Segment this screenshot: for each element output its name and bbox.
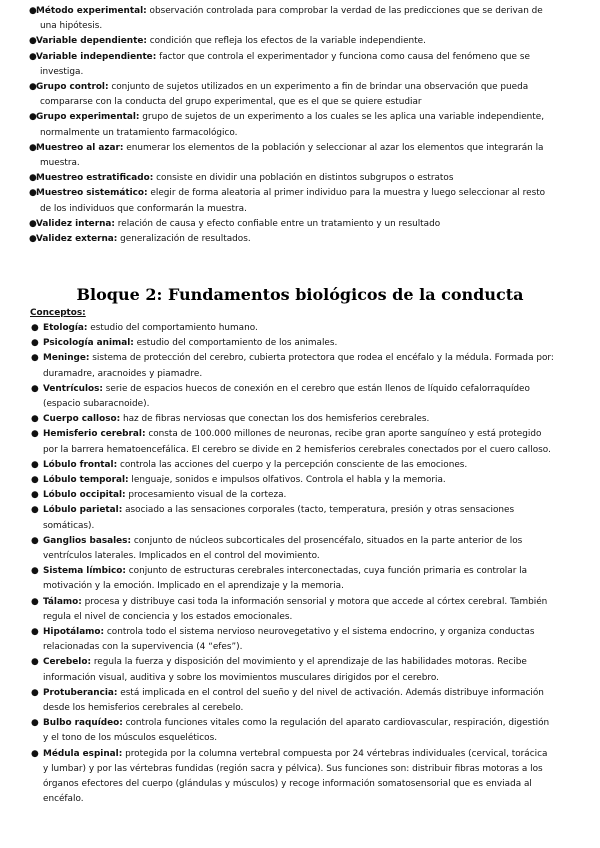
bullet-icon: ● [29,51,37,62]
bullet-icon: ● [29,218,37,229]
list-item: ● Muestreo al azar: enumerar los elementos de la población y seleccionar al azar los elementos que integrarán la muestra. [29,142,544,169]
list-item: ● Grupo experimental: grupo de sujetos de un experimento a los cuales se les aplica una variable independiente, normalmente un tratamiento farmacológico. [29,112,545,138]
bullet-icon: ● [31,566,39,577]
bullet-icon: ● [29,36,37,47]
list-item: ● Lóbulo parietal: asociado a las sensaciones corporales (tacto, temperatura, presión y otras sensaciones somáticas). [31,505,515,531]
list-item: ● Médula espinal: protegida por la columna vertebral compuesta por 24 vértebras individuales (cervical, torácica y lumbar) y por las vértebras fundidas (región sacra y pélvica). Sus funciones son: distribuir fibras motoras a los órganos efectores del cuerpo (glándulas y músculos) y recoge información somatosensorial que es enviada al encéfalo. [31,748,548,805]
list-item: ● Lóbulo occipital: procesamiento visual de la corteza. [38,488,578,503]
list-item: ● Variable dependiente: condición que refleja los efectos de la variable independiente. [30,34,575,49]
bullet-icon: ● [31,338,39,349]
list-item: ● Sistema límbico: conjunto de estructuras cerebrales interconectadas, cuya función primaria es controlar la motivación y la emoción. Implicado en el aprendizaje y la memoria. [31,566,528,592]
list-item: ● Bulbo raquídeo: controla funciones vitales como la regulación del aparato cardiovascular, respiración, digestión y el tono de los músculos esqueléticos. [31,718,550,744]
list-item: ● Protuberancia: está implicada en el control del sueño y del nivel de activación. Además distribuye información desde los hemisferios cerebrales al cerebelo. [31,687,544,714]
bullet-icon: ● [29,6,37,16]
bullet-icon: ● [31,596,39,607]
bullet-icon: ● [31,748,39,759]
list-item: ● Etología: estudio del comportamiento humano. [38,321,578,336]
list-item: ● Método experimental: observación controlada para comprobar la verdad de las predicciones que se derivan de una hipótesis. [29,6,543,32]
bullet-icon: ● [31,459,39,470]
list-item: ● Grupo control: conjunto de sujetos utilizados en un experimento a fin de brindar una observación que pueda compararse con la conducta del grupo experimental, que es el que se quiere estudiar [29,82,529,108]
section-title: Bloque 2: Fundamentos biológicos de la conducta [76,285,524,304]
list-item: ● Meninge: sistema de protección del cerebro, cubierta protectora que rodea el encéfalo y la médula. Formada por: duramadre, aracnoides y piamadre. [31,353,554,379]
list-item: ● Variable independiente: factor que controla el experimentador y funciona como causa del fenómeno que se investiga. [29,51,530,77]
bullet-icon: ● [31,323,39,333]
list-item: ● Muestreo estratificado: consiste en dividir una población en distintos subgrupos o estratos [30,171,575,186]
bullet-icon: ● [31,505,39,516]
list-item: ● Psicología animal: estudio del comportamiento de los animales. [38,336,578,351]
bullet-icon: ● [31,627,39,638]
bullet-icon: ● [31,414,39,425]
bullet-icon: ● [29,112,37,123]
bullet-icon: ● [31,383,39,394]
list-item: ● Validez externa: generalización de resultados. [30,232,575,247]
list-item: ● Hipotálamo: controla todo el sistema nervioso neurovegetativo y el sistema endocrino, y organiza conductas relacionadas con la supervivencia (4 “efes”). [31,627,535,653]
bullet-icon: ● [31,657,39,668]
list-item: ● Validez interna: relación de causa y efecto confiable entre un tratamiento y un resultado [30,217,575,232]
bullet-icon: ● [31,353,39,364]
concepts-list [31,321,578,808]
list-item: ● Ventrículos: serie de espacios huecos de conexión en el cerebro que están llenos de líquido cefalorraquídeo (espacio subaracnoide). [31,383,530,410]
list-item: ● Cerebelo: regula la fuerza y disposición del movimiento y el aprendizaje de las habilidades motoras. Recibe información visual, auditiva y sobre los movimientos musculares dirigidos por el cerebro. [31,657,527,683]
bullet-icon: ● [31,475,39,486]
bullet-icon: ● [31,490,39,501]
list-item: ● Ganglios basales: conjunto de núcleos subcorticales del prosencéfalo, situados en la parte anterior de los ventrículos laterales. Implicados en el control del movimiento. [31,535,523,562]
bullet-icon: ● [29,82,37,93]
bullet-icon: ● [29,234,37,245]
research-methods-list [30,4,575,247]
list-item: ● Lóbulo temporal: lenguaje, sonidos e impulsos olfativos. Controla el habla y la memoria. [38,473,578,488]
bullet-icon: ● [29,188,37,199]
bullet-icon: ● [31,535,39,546]
concepts-heading: Conceptos: [30,308,86,318]
list-item: ● Tálamo: procesa y distribuye casi toda la información sensorial y motora que accede al córtex cerebral. También regula el nivel de conciencia y los estados emocionales. [31,596,548,622]
bullet-icon: ● [31,718,39,729]
bullet-icon: ● [31,429,39,440]
list-item: ● Cuerpo calloso: haz de fibras nerviosas que conectan los dos hemisferios cerebrales. [38,412,578,427]
list-item: ● Lóbulo frontal: controla las acciones del cuerpo y la percepción consciente de las emociones. [38,458,578,473]
bullet-icon: ● [29,142,37,153]
list-item: ● Hemisferio cerebral: consta de 100.000 millones de neuronas, recibe gran aporte sanguíneo y está protegido por la barrera hematoencefálica. El cerebro se divide en 2 hemisferios cerebrales conectados por el cuero calloso. [31,429,551,455]
list-item: ● Muestreo sistemático: elegir de forma aleatoria al primer individuo para la muestra y luego seleccionar al resto de los individuos que conformarán la muestra. [29,188,546,214]
bullet-icon: ● [29,173,37,184]
bullet-icon: ● [31,687,39,698]
